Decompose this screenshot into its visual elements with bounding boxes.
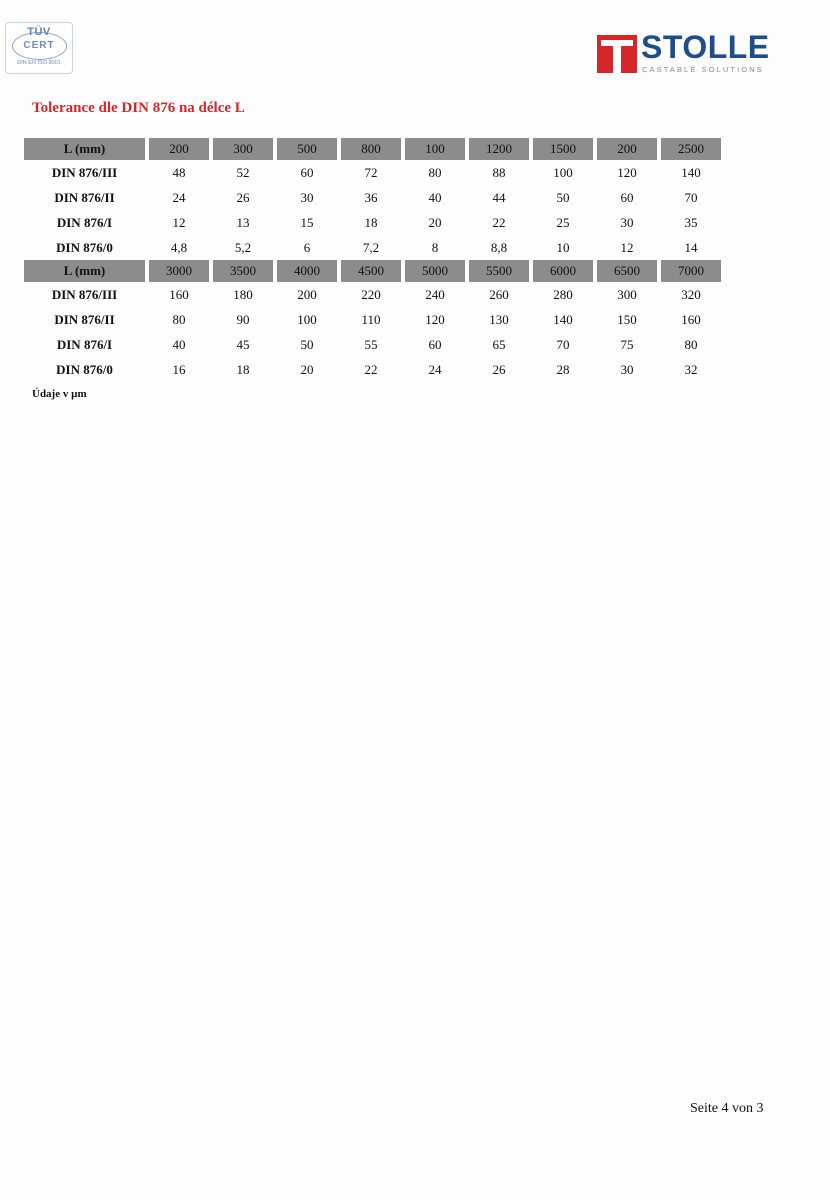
tolerance-value-cell: 200: [297, 286, 317, 302]
stolle-logo: [597, 29, 782, 77]
tolerance-value-cell: 24: [172, 189, 186, 205]
tolerance-value-cell: 30: [300, 189, 314, 205]
tolerance-value-cell: 36: [364, 189, 378, 205]
tolerance-value-cell: 20: [300, 361, 314, 377]
tolerance-value-cell: 55: [364, 336, 378, 352]
stolle-brand-name: STOLLE: [641, 29, 770, 65]
tolerance-class-label: DIN 876/0: [56, 239, 113, 255]
tolerance-table: [20, 138, 725, 382]
table-row: [24, 235, 721, 260]
tolerance-class-label: DIN 876/I: [56, 214, 113, 230]
tolerance-value-cell: 14: [684, 239, 698, 255]
tolerance-value-cell: 280: [553, 286, 573, 302]
tolerance-value-cell: 140: [681, 164, 701, 180]
tolerance-value-cell: 160: [169, 286, 189, 302]
tolerance-value-cell: 22: [492, 214, 506, 230]
length-header-cell: 4000: [277, 260, 337, 282]
tolerance-value-cell: 20: [428, 214, 442, 230]
tolerance-value-cell: 140: [553, 311, 573, 327]
tolerance-value-cell: 60: [300, 164, 314, 180]
tolerance-value-cell: 160: [681, 311, 701, 327]
tolerance-value-cell: 90: [236, 311, 250, 327]
tolerance-value-cell: 240: [425, 286, 445, 302]
tolerance-value-cell: 8,8: [490, 239, 508, 255]
tolerance-value-cell: 16: [172, 361, 186, 377]
table-row: [24, 307, 721, 332]
length-header-label: L (mm): [24, 260, 145, 282]
length-header-cell: 7000: [661, 260, 721, 282]
tolerance-value-cell: 26: [492, 361, 506, 377]
tolerance-value-cell: 13: [236, 214, 250, 230]
length-header-cell: 4500: [341, 260, 401, 282]
tuv-logo-top: TÜV: [27, 26, 51, 38]
table-row: [24, 160, 721, 185]
stolle-t-icon: [597, 35, 637, 73]
tolerance-value-cell: 44: [492, 189, 506, 205]
table-row: [24, 332, 721, 357]
tuv-logo-standard: DIN EN ISO 9001: [17, 60, 61, 66]
length-header-cell: 1500: [533, 138, 593, 160]
tolerance-value-cell: 60: [620, 189, 634, 205]
table-row: [24, 185, 721, 210]
tolerance-value-cell: 30: [620, 361, 634, 377]
length-header-cell: 800: [341, 138, 401, 160]
tolerance-value-cell: 150: [617, 311, 637, 327]
tolerance-value-cell: 40: [172, 336, 186, 352]
length-header-cell: 300: [213, 138, 273, 160]
tolerance-value-cell: 10: [556, 239, 570, 255]
tolerance-value-cell: 80: [172, 311, 186, 327]
tolerance-value-cell: 260: [489, 286, 509, 302]
tolerance-value-cell: 60: [428, 336, 442, 352]
length-header-cell: 6000: [533, 260, 593, 282]
tolerance-value-cell: 80: [684, 336, 698, 352]
tolerance-value-cell: 320: [681, 286, 701, 302]
tolerance-value-cell: 18: [364, 214, 378, 230]
length-header-cell: 200: [149, 138, 209, 160]
tolerance-value-cell: 100: [553, 164, 573, 180]
length-header-cell: 1200: [469, 138, 529, 160]
length-header-cell: 100: [405, 138, 465, 160]
table-row: [24, 210, 721, 235]
tolerance-value-cell: 130: [489, 311, 509, 327]
tolerance-value-cell: 88: [492, 164, 506, 180]
tolerance-value-cell: 12: [172, 214, 186, 230]
tolerance-value-cell: 6: [303, 239, 311, 255]
units-note: Údaje v µm: [32, 388, 87, 400]
tolerance-value-cell: 35: [684, 214, 698, 230]
tolerance-value-cell: 8: [431, 239, 439, 255]
table-header-row: [24, 260, 721, 282]
length-header-cell: 5000: [405, 260, 465, 282]
table-row: [24, 282, 721, 307]
tolerance-value-cell: 80: [428, 164, 442, 180]
tolerance-class-label: DIN 876/II: [54, 311, 115, 327]
tuv-cert-logo: [5, 22, 73, 74]
tolerance-value-cell: 110: [361, 311, 381, 327]
table-row: [24, 357, 721, 382]
tolerance-value-cell: 22: [364, 361, 378, 377]
tolerance-value-cell: 50: [300, 336, 314, 352]
tolerance-value-cell: 26: [236, 189, 250, 205]
length-header-cell: 3500: [213, 260, 273, 282]
tolerance-value-cell: 48: [172, 164, 186, 180]
length-header-cell: 200: [597, 138, 657, 160]
tolerance-value-cell: 100: [297, 311, 317, 327]
tolerance-value-cell: 5,2: [234, 239, 252, 255]
length-header-cell: 2500: [661, 138, 721, 160]
tolerance-class-label: DIN 876/III: [51, 164, 118, 180]
tolerance-value-cell: 25: [556, 214, 570, 230]
length-header-cell: 6500: [597, 260, 657, 282]
tolerance-value-cell: 75: [620, 336, 634, 352]
page-title: Tolerance dle DIN 876 na délce L: [32, 100, 245, 116]
tolerance-value-cell: 30: [620, 214, 634, 230]
tolerance-value-cell: 18: [236, 361, 250, 377]
tolerance-value-cell: 120: [617, 164, 637, 180]
tolerance-class-label: DIN 876/II: [54, 189, 115, 205]
length-header-cell: 500: [277, 138, 337, 160]
tolerance-value-cell: 32: [684, 361, 698, 377]
tolerance-value-cell: 40: [428, 189, 442, 205]
tolerance-value-cell: 15: [300, 214, 314, 230]
length-header-cell: 5500: [469, 260, 529, 282]
length-header-label: L (mm): [24, 138, 145, 160]
tolerance-class-label: DIN 876/III: [51, 286, 118, 302]
table-header-row: [24, 138, 721, 160]
tolerance-value-cell: 70: [556, 336, 570, 352]
tolerance-class-label: DIN 876/I: [56, 336, 113, 352]
length-header-cell: 3000: [149, 260, 209, 282]
tuv-logo-cert: CERT: [23, 40, 55, 51]
tolerance-value-cell: 180: [233, 286, 253, 302]
tolerance-value-cell: 7,2: [362, 239, 380, 255]
tolerance-value-cell: 220: [361, 286, 381, 302]
tolerance-class-label: DIN 876/0: [56, 361, 113, 377]
page-number: Seite 4 von 3: [690, 1101, 764, 1116]
tolerance-value-cell: 72: [364, 164, 378, 180]
tolerance-value-cell: 120: [425, 311, 445, 327]
tolerance-value-cell: 45: [236, 336, 250, 352]
stolle-tagline: CASTABLE SOLUTIONS: [642, 65, 764, 74]
tolerance-value-cell: 52: [236, 164, 250, 180]
tolerance-value-cell: 50: [556, 189, 570, 205]
tolerance-value-cell: 24: [428, 361, 442, 377]
tolerance-value-cell: 28: [556, 361, 570, 377]
tolerance-value-cell: 300: [617, 286, 637, 302]
tolerance-value-cell: 65: [492, 336, 506, 352]
tolerance-value-cell: 4,8: [170, 239, 188, 255]
tolerance-value-cell: 12: [620, 239, 634, 255]
tolerance-value-cell: 70: [684, 189, 698, 205]
